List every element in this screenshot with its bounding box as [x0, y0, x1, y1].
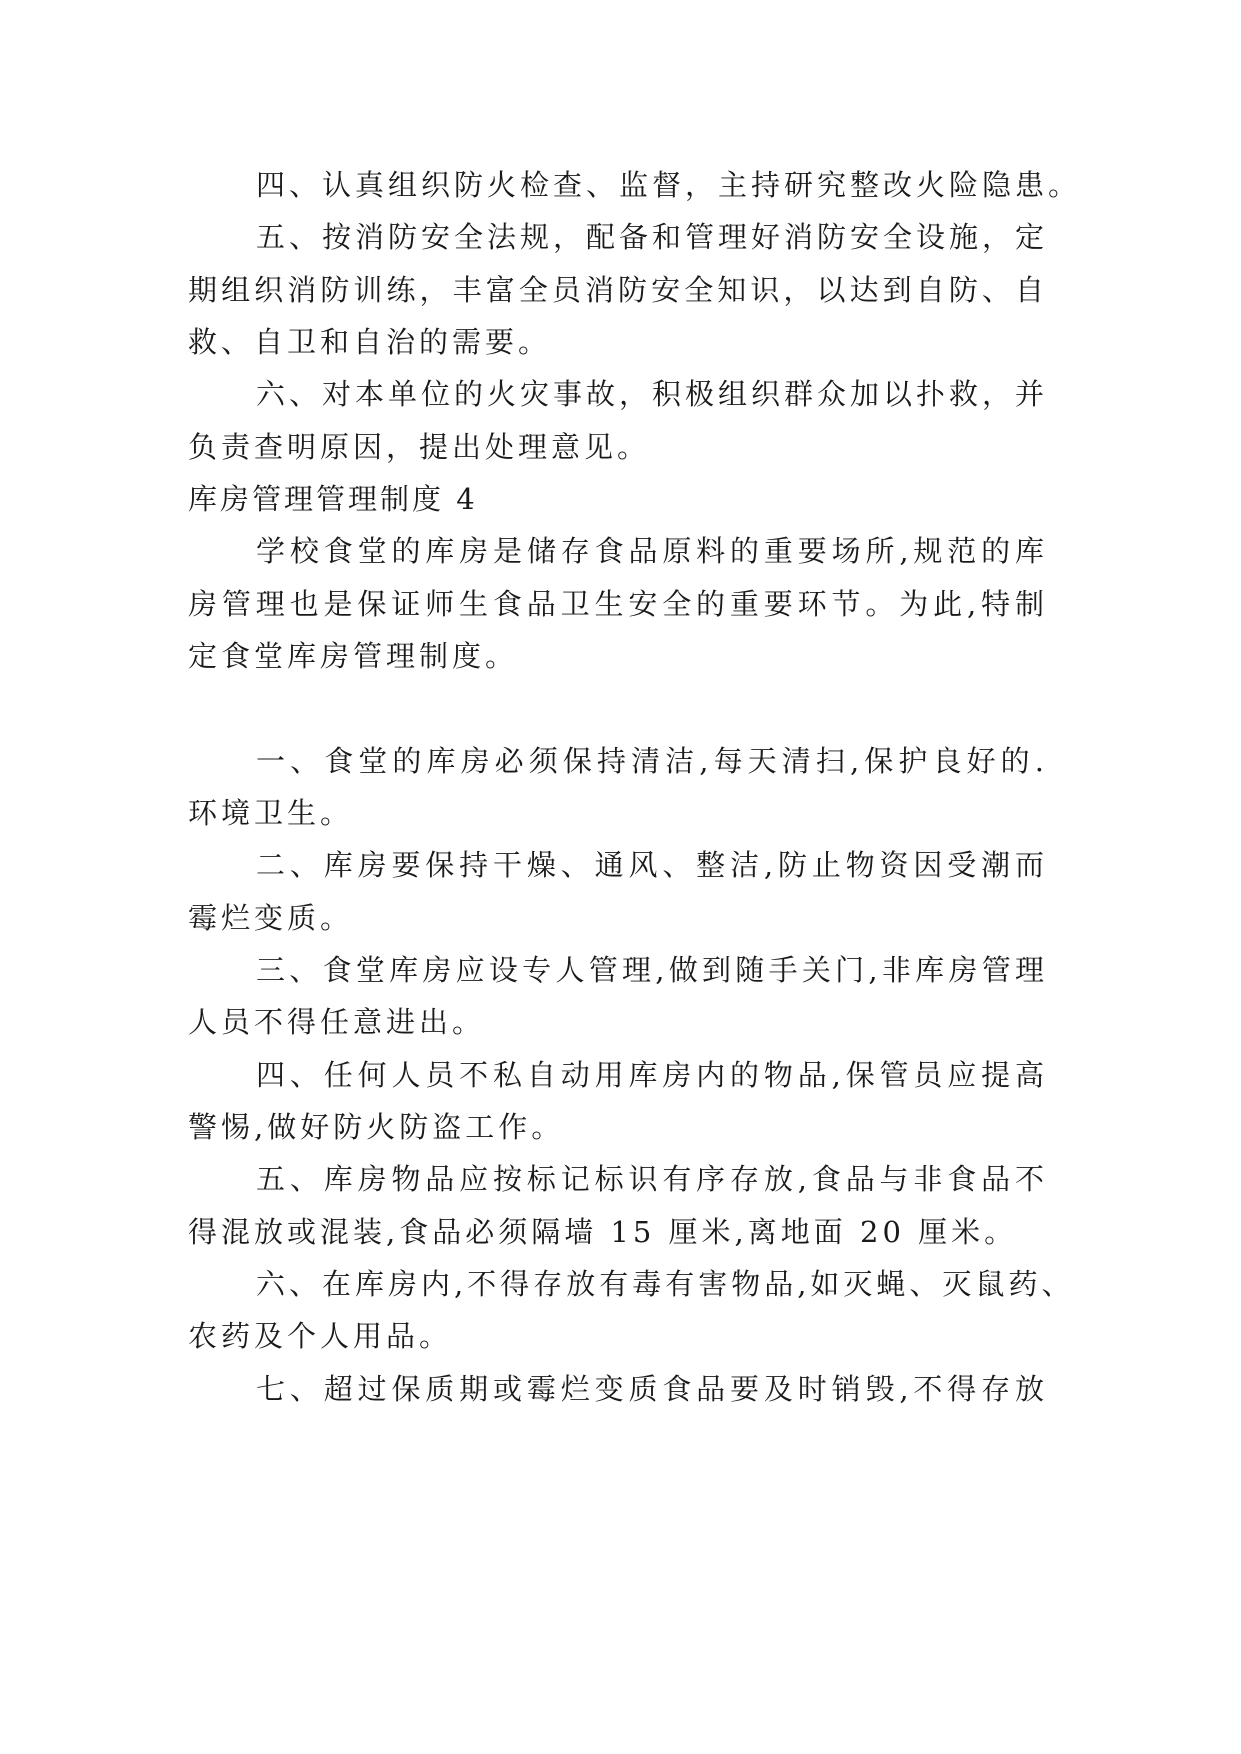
paragraph-line: 七、超过保质期或霉烂变质食品要及时销毁,不得存放: [256, 1372, 1048, 1406]
paragraph-line: 负责查明原因，提出处理意见。: [188, 430, 651, 464]
paragraph-line: 救、自卫和自治的需要。: [188, 325, 552, 359]
paragraph-line: 房管理也是保证师生食品卫生安全的重要环节。为此,特制: [188, 587, 1048, 621]
paragraph-line: 五、按消防安全法规，配备和管理好消防安全设施，定: [256, 220, 1049, 254]
paragraph-line: 期组织消防训练，丰富全员消防安全知识，以达到自防、自: [188, 273, 1048, 307]
paragraph-line: 五、库房物品应按标记标识有序存放,食品与非食品不: [256, 1162, 1048, 1196]
paragraph-line: 二、库房要保持干燥、通风、整洁,防止物资因受潮而: [256, 848, 1048, 882]
paragraph-line: 农药及个人用品。: [188, 1319, 453, 1353]
paragraph-line: 三、食堂库房应设专人管理,做到随手关门,非库房管理: [256, 953, 1048, 987]
paragraph-line: 霉烂变质。: [188, 901, 354, 935]
paragraph-line: 人员不得任意进出。: [188, 1005, 486, 1039]
paragraph-line: 得混放或混装,食品必须隔墙 15 厘米,离地面 20 厘米。: [188, 1215, 1018, 1249]
paragraph-line: 学校食堂的库房是储存食品原料的重要场所,规范的库: [256, 534, 1048, 568]
paragraph-line: 四、任何人员不私自动用库房内的物品,保管员应提高: [256, 1058, 1048, 1092]
paragraph-line: 四、认真组织防火检查、监督，主持研究整改火险隐患。: [256, 168, 1082, 202]
paragraph-line: 警惕,做好防火防盗工作。: [188, 1110, 565, 1144]
paragraph-line: 一、食堂的库房必须保持清洁,每天清扫,保护良好的.: [256, 744, 1048, 778]
paragraph-line: 六、在库房内,不得存放有毒有害物品,如灭蝇、灭鼠药、: [256, 1267, 1075, 1301]
paragraph-line: 环境卫生。: [188, 796, 354, 830]
section-heading: 库房管理管理制度 4: [188, 482, 478, 516]
paragraph-line: 定食堂库房管理制度。: [188, 639, 519, 673]
paragraph-line: 六、对本单位的火灾事故，积极组织群众加以扑救，并: [256, 377, 1049, 411]
